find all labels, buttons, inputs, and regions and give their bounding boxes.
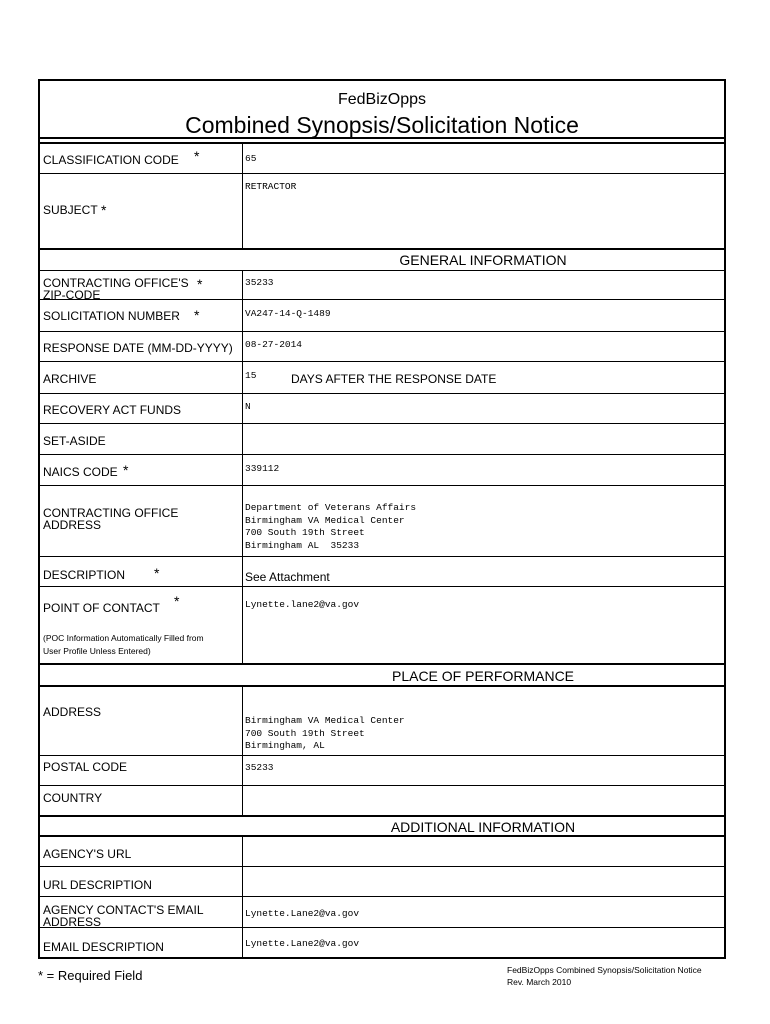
zip-label-line1: CONTRACTING OFFICE'S — [43, 276, 189, 290]
set-aside-label: SET-ASIDE — [43, 434, 106, 448]
email-description-value[interactable]: Lynette.Lane2@va.gov — [245, 938, 360, 949]
pop-address-label: ADDRESS — [43, 705, 102, 719]
recovery-act-value[interactable]: N — [245, 401, 251, 412]
office-address-label-line2: ADDRESS — [43, 518, 102, 532]
section-divider — [40, 835, 724, 837]
office-address-label-line1: CONTRACTING OFFICE — [43, 506, 179, 520]
required-marker: * — [194, 148, 200, 164]
title-divider — [40, 137, 724, 139]
email-description-label: EMAIL DESCRIPTION — [43, 940, 164, 954]
row-divider — [40, 299, 724, 300]
postal-code-label: POSTAL CODE — [43, 760, 128, 774]
section-place-of-performance: PLACE OF PERFORMANCE — [391, 668, 575, 684]
required-marker: * — [174, 593, 180, 609]
solicitation-number-value[interactable]: VA247-14-Q-1489 — [245, 308, 331, 319]
form-name: FedBizOpps Combined Synopsis/Solicitation Notice — [507, 965, 702, 975]
archive-suffix: DAYS AFTER THE RESPONSE DATE — [291, 372, 497, 386]
section-divider — [40, 663, 724, 665]
required-field-note: * = Required Field — [38, 968, 143, 983]
section-additional-information: ADDITIONAL INFORMATION — [390, 819, 576, 835]
subject-label: SUBJECT — [43, 203, 98, 217]
zip-value[interactable]: 35233 — [245, 277, 274, 288]
contact-email-label-line1: AGENCY CONTACT'S EMAIL — [43, 903, 204, 917]
poc-note-line1: (POC Information Automatically Filled from — [43, 633, 204, 643]
agency-url-label: AGENCY'S URL — [43, 847, 132, 861]
required-marker: * — [154, 565, 160, 581]
row-divider — [40, 927, 724, 928]
column-divider — [242, 270, 243, 663]
required-marker: * — [123, 462, 129, 478]
solicitation-number-label: SOLICITATION NUMBER — [43, 309, 180, 323]
archive-value[interactable]: 15 — [245, 370, 257, 381]
required-marker: * — [197, 276, 203, 292]
country-label: COUNTRY — [43, 791, 103, 805]
row-divider — [40, 556, 724, 557]
title-divider-2 — [40, 142, 724, 144]
row-divider — [40, 173, 724, 174]
classification-code-value[interactable]: 65 — [245, 153, 257, 164]
row-divider — [40, 331, 724, 332]
classification-code-label: CLASSIFICATION CODE — [43, 153, 179, 167]
postal-code-value[interactable]: 35233 — [245, 762, 274, 773]
subject-value[interactable]: RETRACTOR — [245, 181, 297, 192]
row-divider — [40, 485, 724, 486]
poc-value[interactable]: Lynette.lane2@va.gov — [245, 599, 360, 610]
response-date-label: RESPONSE DATE (MM-DD-YYYY) — [43, 341, 233, 355]
url-description-label: URL DESCRIPTION — [43, 878, 152, 892]
row-divider — [40, 423, 724, 424]
description-value[interactable]: See Attachment — [245, 570, 330, 584]
poc-note-line2: User Profile Unless Entered) — [43, 646, 151, 656]
row-divider — [40, 755, 724, 756]
row-divider — [40, 270, 724, 271]
contact-email-label-line2: ADDRESS — [43, 915, 102, 929]
column-divider — [242, 142, 243, 248]
required-marker: * — [194, 307, 200, 323]
column-divider — [242, 685, 243, 815]
recovery-act-label: RECOVERY ACT FUNDS — [43, 403, 182, 417]
row-divider — [40, 454, 724, 455]
row-divider — [40, 866, 724, 867]
naics-value[interactable]: 339112 — [245, 463, 280, 474]
section-divider — [40, 248, 724, 250]
row-divider — [40, 361, 724, 362]
row-divider — [40, 896, 724, 897]
row-divider — [40, 393, 724, 394]
row-divider — [40, 586, 724, 587]
section-divider — [40, 685, 724, 687]
description-label: DESCRIPTION — [43, 568, 126, 582]
form-title: Combined Synopsis/Solicitation Notice — [185, 112, 579, 138]
office-address-value[interactable]: Department of Veterans Affairs Birmingham VA Medical Center 700 South 19th Street Birmingham AL 35233 — [245, 502, 417, 551]
section-general-information: GENERAL INFORMATION — [399, 252, 567, 268]
response-date-value[interactable]: 08-27-2014 — [245, 339, 303, 350]
agency-name: FedBizOpps — [337, 91, 427, 108]
contact-email-value[interactable]: Lynette.Lane2@va.gov — [245, 908, 360, 919]
archive-label: ARCHIVE — [43, 372, 97, 386]
pop-address-value[interactable]: Birmingham VA Medical Center 700 South 19th Street Birmingham, AL — [245, 715, 405, 751]
poc-label: POINT OF CONTACT — [43, 601, 160, 615]
notice-form — [38, 79, 726, 959]
zip-label-line2: ZIP-CODE — [43, 288, 101, 302]
row-divider — [40, 785, 724, 786]
form-revision-note — [507, 964, 702, 988]
column-divider — [242, 835, 243, 959]
required-marker: * — [101, 202, 107, 218]
naics-label: NAICS CODE — [43, 465, 118, 479]
form-revision: Rev. March 2010 — [507, 977, 572, 987]
section-divider — [40, 815, 724, 817]
